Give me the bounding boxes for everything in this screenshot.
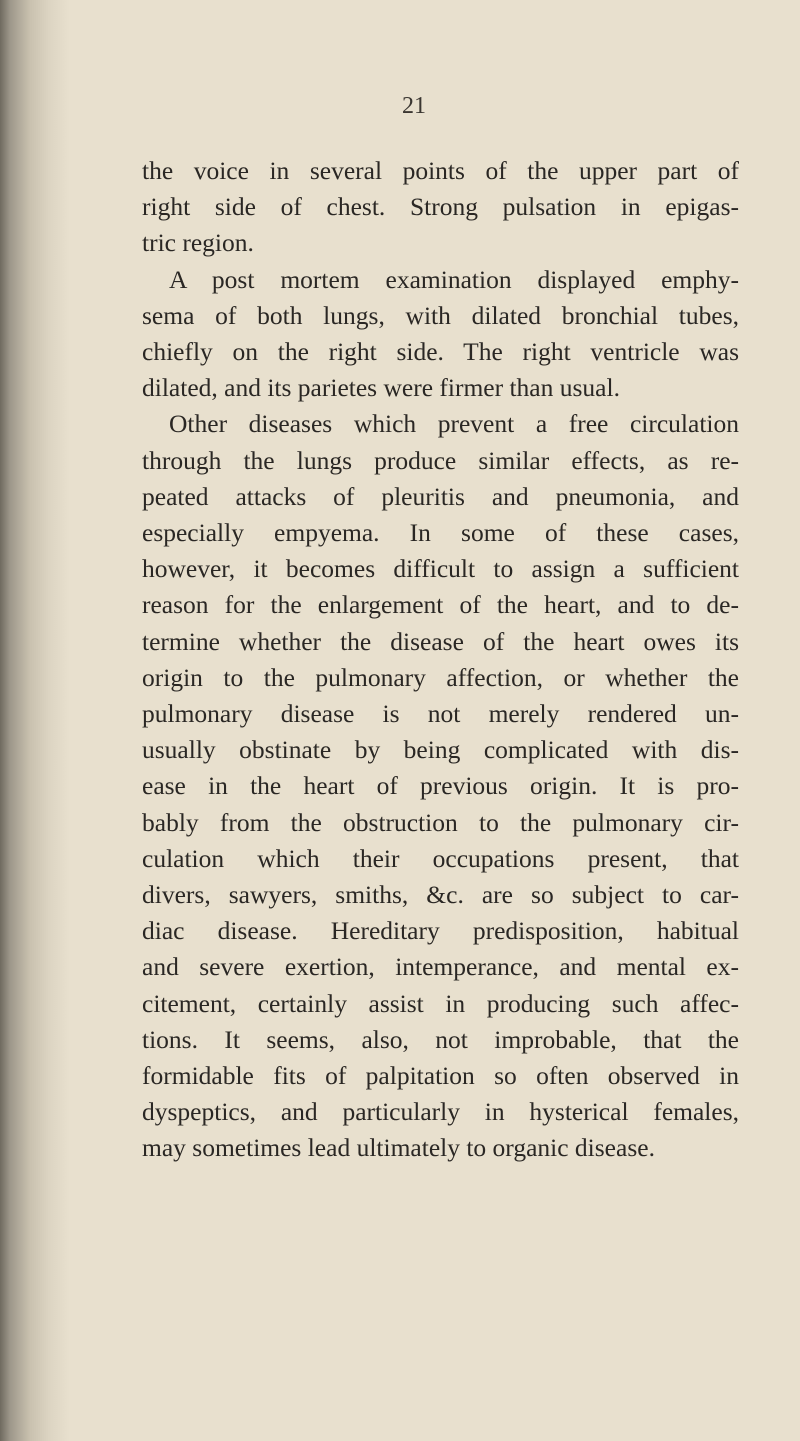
text-line: chiefly on the right side. The right ventricle was (142, 337, 739, 367)
text-line: tions. It seems, also, not improbable, that the (142, 1024, 739, 1054)
text-line: diac disease. Hereditary predisposition, habitual (142, 916, 739, 946)
text-line: the voice in several points of the upper part of (142, 156, 739, 185)
text-line: may sometimes lead ultimately to organic disease. (142, 1133, 655, 1163)
text-line: dyspeptics, and particularly in hysterical females, (142, 1097, 739, 1127)
text-line: Other diseases which prevent a free circulation (169, 409, 739, 439)
binding-shadow (0, 0, 70, 1441)
text-line: and severe exertion, intemperance, and mental ex- (142, 952, 739, 982)
text-line: however, it becomes difficult to assign a sufficient (142, 554, 739, 584)
text-line: culation which their occupations present, that (142, 843, 739, 873)
text-line: origin to the pulmonary affection, or whether the (142, 662, 739, 692)
text-line: reason for the enlargement of the heart, and to de- (142, 590, 739, 620)
text-line: through the lungs produce similar effects, as re- (142, 445, 739, 475)
text-line: pulmonary disease is not merely rendered un- (142, 699, 739, 729)
text-line: citement, certainly assist in producing such affec- (142, 988, 739, 1018)
text-line: A post mortem examination displayed emphy- (169, 264, 739, 294)
text-line: formidable fits of palpitation so often observed in (142, 1061, 739, 1091)
text-line: usually obstinate by being complicated with dis- (142, 735, 739, 765)
text-line: bably from the obstruction to the pulmonary cir- (142, 807, 739, 837)
text-line: ease in the heart of previous origin. It is pro- (142, 771, 739, 801)
text-line: termine whether the disease of the heart owes its (142, 626, 739, 656)
text-line: right side of chest. Strong pulsation in epigas- (142, 192, 739, 222)
text-line: divers, sawyers, smiths, &c. are so subject to car- (142, 880, 739, 910)
text-line: especially empyema. In some of these cases, (142, 518, 739, 548)
text-line: dilated, and its parietes were firmer than usual. (142, 373, 620, 403)
body-text (142, 153, 739, 1167)
text-line: sema of both lungs, with dilated bronchial tubes, (142, 300, 739, 330)
text-line: tric region. (142, 228, 254, 258)
text-line: peated attacks of pleuritis and pneumonia, and (142, 481, 739, 511)
page-number: 21 (402, 93, 426, 119)
